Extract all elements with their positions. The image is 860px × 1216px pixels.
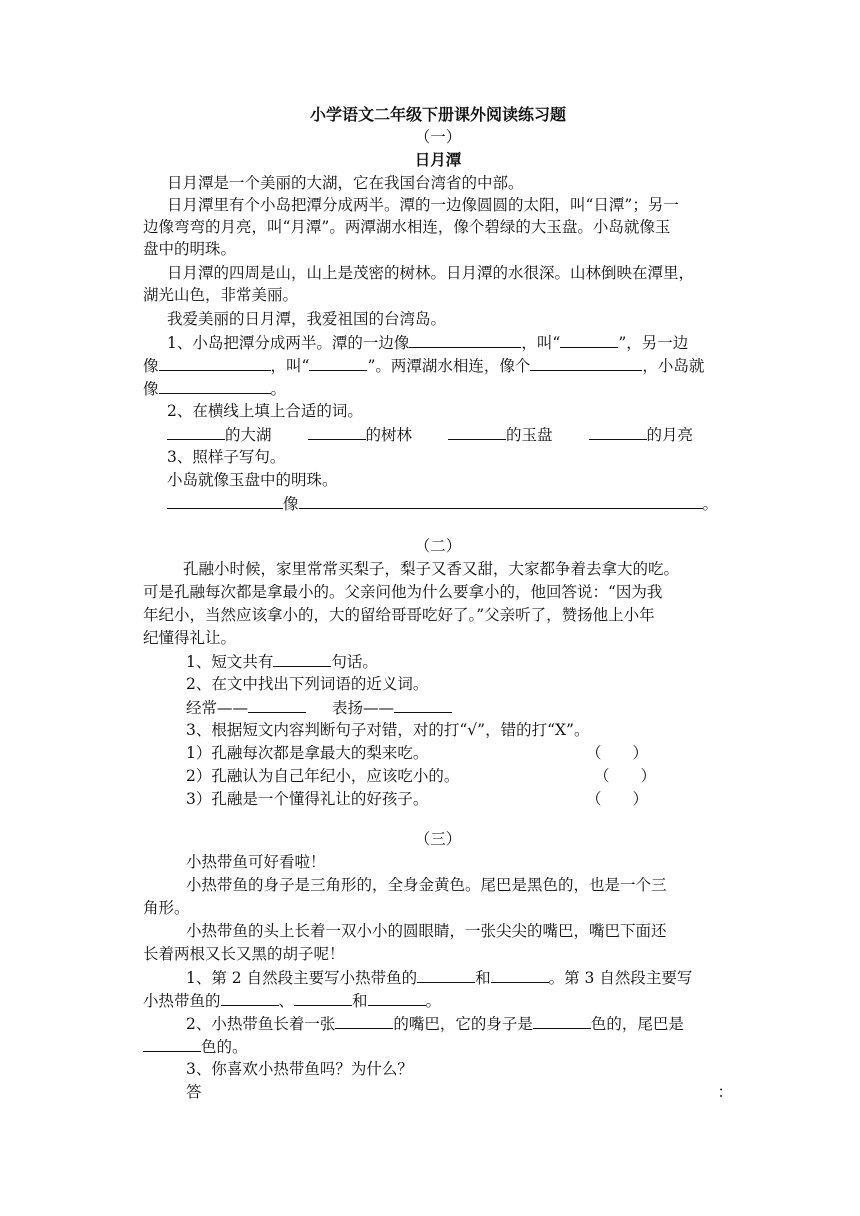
s3-q1-text-a: 1、第 2 自然段主要写小热带鱼的 — [186, 969, 418, 987]
s1-q1-text-f: ”。两潭湖水相连，像个 — [367, 357, 531, 375]
blank-line[interactable] — [409, 331, 521, 348]
document-title: 小学语文二年级下册课外阅读练习题 — [309, 105, 566, 124]
blank-line[interactable] — [560, 331, 618, 348]
s3-q1-text-b: 和 — [475, 969, 491, 987]
blank-line[interactable] — [167, 492, 283, 509]
s1-paragraph-2-line-2: 边像弯弯的月亮，叫“月潭”。两潭湖水相连，像个碧绿的大玉盘。小岛就像玉 — [143, 218, 671, 236]
ex-end: 。 — [702, 495, 719, 513]
judge-1-text: 1）孔融每次都是拿最大的梨来吃。 — [186, 744, 429, 762]
s2-judge-2 — [143, 765, 776, 787]
s1-question-2: 2、在横线上填上合适的词。 — [167, 402, 363, 420]
blank-line[interactable] — [417, 966, 475, 983]
s3-q2-text-a: 2、小热带鱼长着一张 — [186, 1015, 336, 1033]
blank-line[interactable] — [308, 423, 366, 440]
section-2-number: （二） — [414, 537, 462, 555]
s1-paragraph-2-line-1: 日月潭里有个小岛把潭分成两半。潭的一边像圆圆的太阳，叫“日潭”；另一 — [167, 196, 679, 214]
s3-paragraph-3-line-1: 小热带鱼的头上长着一双小小的圆眼睛，一张尖尖的嘴巴，嘴巴下面还 — [186, 922, 667, 940]
blank-line[interactable] — [491, 966, 549, 983]
s2-question-3: 3、根据短文内容判断句子对错，对的打“√”，错的打“X”。 — [186, 721, 590, 739]
s1-q1-text-i: 。 — [270, 380, 287, 398]
s1-paragraph-2-line-3: 盘中的明珠。 — [143, 240, 237, 258]
ex-mid: 像 — [283, 495, 299, 513]
blank-line[interactable] — [448, 423, 506, 440]
blank-line[interactable] — [159, 354, 271, 371]
s1-q1-text-g: ，小岛就 — [642, 357, 705, 375]
blank-line[interactable] — [335, 1012, 393, 1029]
s3-q1-text-c: 。第 3 自然段主要写 — [548, 969, 693, 987]
s1-q1-text-b: ，叫“ — [521, 334, 561, 352]
s1-q1-text-a: 1、小岛把潭分成两半。潭的一边像 — [167, 334, 410, 352]
s1-example-answer-line — [143, 492, 757, 515]
blank-line[interactable] — [589, 423, 647, 440]
synonym-1: 经常—— — [186, 699, 249, 717]
s3-paragraph-3-line-2: 长着两根又长又黑的胡子呢！ — [143, 945, 345, 963]
s3-q1-text-d: 小热带鱼的 — [143, 992, 221, 1010]
word-2: 的树林 — [365, 426, 413, 444]
blank-line[interactable] — [167, 423, 225, 440]
blank-line[interactable] — [309, 354, 367, 371]
word-1: 的大湖 — [225, 426, 272, 444]
s3-paragraph-2-line-1: 小热带鱼的身子是三角形的，全身金黄色。尾巴是黑色的，也是一个三 — [186, 876, 667, 894]
s1-question-1-line-1 — [143, 331, 757, 354]
s3-question-2-line-1 — [143, 1012, 776, 1035]
synonym-2: 表扬—— — [332, 699, 395, 717]
s3-question-1-line-1 — [143, 966, 776, 989]
s1-paragraph-3-line-2: 湖光山色，非常美丽。 — [143, 286, 299, 304]
s1-paragraph-4: 我爱美丽的日月潭，我爱祖国的台湾岛。 — [167, 310, 447, 328]
answer-parentheses[interactable]: （ ） — [594, 767, 657, 785]
blank-line[interactable] — [143, 1035, 201, 1052]
s3-answer-line — [143, 1081, 733, 1103]
s1-example-sentence: 小岛就像玉盘中的明珠。 — [167, 471, 338, 489]
blank-line[interactable] — [533, 1012, 591, 1029]
s1-q1-text-d: 像 — [143, 357, 159, 375]
blank-line[interactable] — [299, 492, 703, 509]
s2-judge-1 — [143, 742, 776, 764]
s2-question-2: 2、在文中找出下列词语的近义词。 — [186, 675, 429, 693]
answer-parentheses[interactable]: （ ） — [586, 744, 649, 762]
blank-line[interactable] — [368, 989, 426, 1006]
s2-synonyms — [143, 696, 776, 719]
blank-line[interactable] — [394, 696, 452, 713]
judge-2-text: 2）孔融认为自己年纪小，应该吃小的。 — [186, 767, 460, 785]
s3-q1-text-e: 、 — [278, 992, 295, 1010]
s3-question-2-line-2 — [143, 1035, 733, 1058]
s2-paragraph-line-2: 可是孔融每次都是拿最小的。父亲问他为什么要拿小的，他回答说：“因为我 — [143, 583, 663, 601]
judge-3-text: 3）孔融是一个懂得礼让的好孩子。 — [186, 790, 429, 808]
s2-paragraph-line-1: 孔融小时候，家里常常买梨子，梨子又香又甜，大家都争着去拿大的吃。 — [183, 560, 680, 578]
s3-q2-text-d: 色的。 — [201, 1038, 248, 1056]
s1-question-1-line-2 — [143, 354, 733, 377]
s1-q1-text-h: 像 — [143, 380, 159, 398]
s1-question-1-line-3 — [143, 377, 733, 400]
s2-judge-3 — [143, 788, 776, 810]
section-1-heading: 日月潭 — [414, 150, 462, 169]
answer-label: 答 — [186, 1083, 202, 1101]
blank-line[interactable] — [294, 989, 352, 1006]
s3-q1-text-f: 和 — [352, 992, 368, 1010]
s1-question-2-words — [143, 423, 757, 446]
answer-colon: ： — [717, 1083, 733, 1101]
s3-q2-text-b: 的嘴巴，它的身子是 — [393, 1015, 533, 1033]
s1-question-3: 3、照样子写句。 — [167, 448, 286, 466]
s3-paragraph-1: 小热带鱼可好看啦！ — [186, 853, 326, 871]
s1-paragraph-1: 日月潭是一个美丽的大湖，它在我国台湾省的中部。 — [167, 174, 524, 192]
s2-question-1 — [143, 650, 776, 673]
section-1-number: （一） — [414, 128, 462, 146]
s3-paragraph-2-line-2: 角形。 — [143, 899, 190, 917]
s2-paragraph-line-3: 年纪小，当然应该拿小的，大的留给哥哥吃好了。”父亲听了，赞扬他上小年 — [143, 606, 655, 624]
s2-q1-text-b: 句话。 — [331, 653, 378, 671]
s1-q1-text-e: ，叫“ — [270, 357, 310, 375]
blank-line[interactable] — [159, 377, 271, 394]
s3-question-1-line-2 — [143, 989, 733, 1012]
blank-line[interactable] — [530, 354, 642, 371]
s3-q2-text-c: 色的，尾巴是 — [590, 1015, 684, 1033]
section-3-number: （三） — [414, 830, 462, 848]
blank-line[interactable] — [273, 650, 331, 667]
word-4: 的月亮 — [646, 426, 694, 444]
s1-paragraph-3-line-1: 日月潭的四周是山，山上是茂密的树林。日月潭的水很深。山林倒映在潭里， — [167, 264, 695, 282]
word-3: 的玉盘 — [506, 426, 553, 444]
s3-question-3: 3、你喜欢小热带鱼吗？为什么？ — [186, 1060, 413, 1078]
s1-q1-text-c: ”，另一边 — [618, 334, 689, 352]
s2-paragraph-line-4: 纪懂得礼让。 — [143, 629, 237, 647]
s2-q1-text-a: 1、短文共有 — [186, 653, 274, 671]
answer-parentheses[interactable]: （ ） — [586, 790, 649, 808]
blank-line[interactable] — [221, 989, 279, 1006]
blank-line[interactable] — [248, 696, 306, 713]
s3-q1-text-g: 。 — [425, 992, 442, 1010]
